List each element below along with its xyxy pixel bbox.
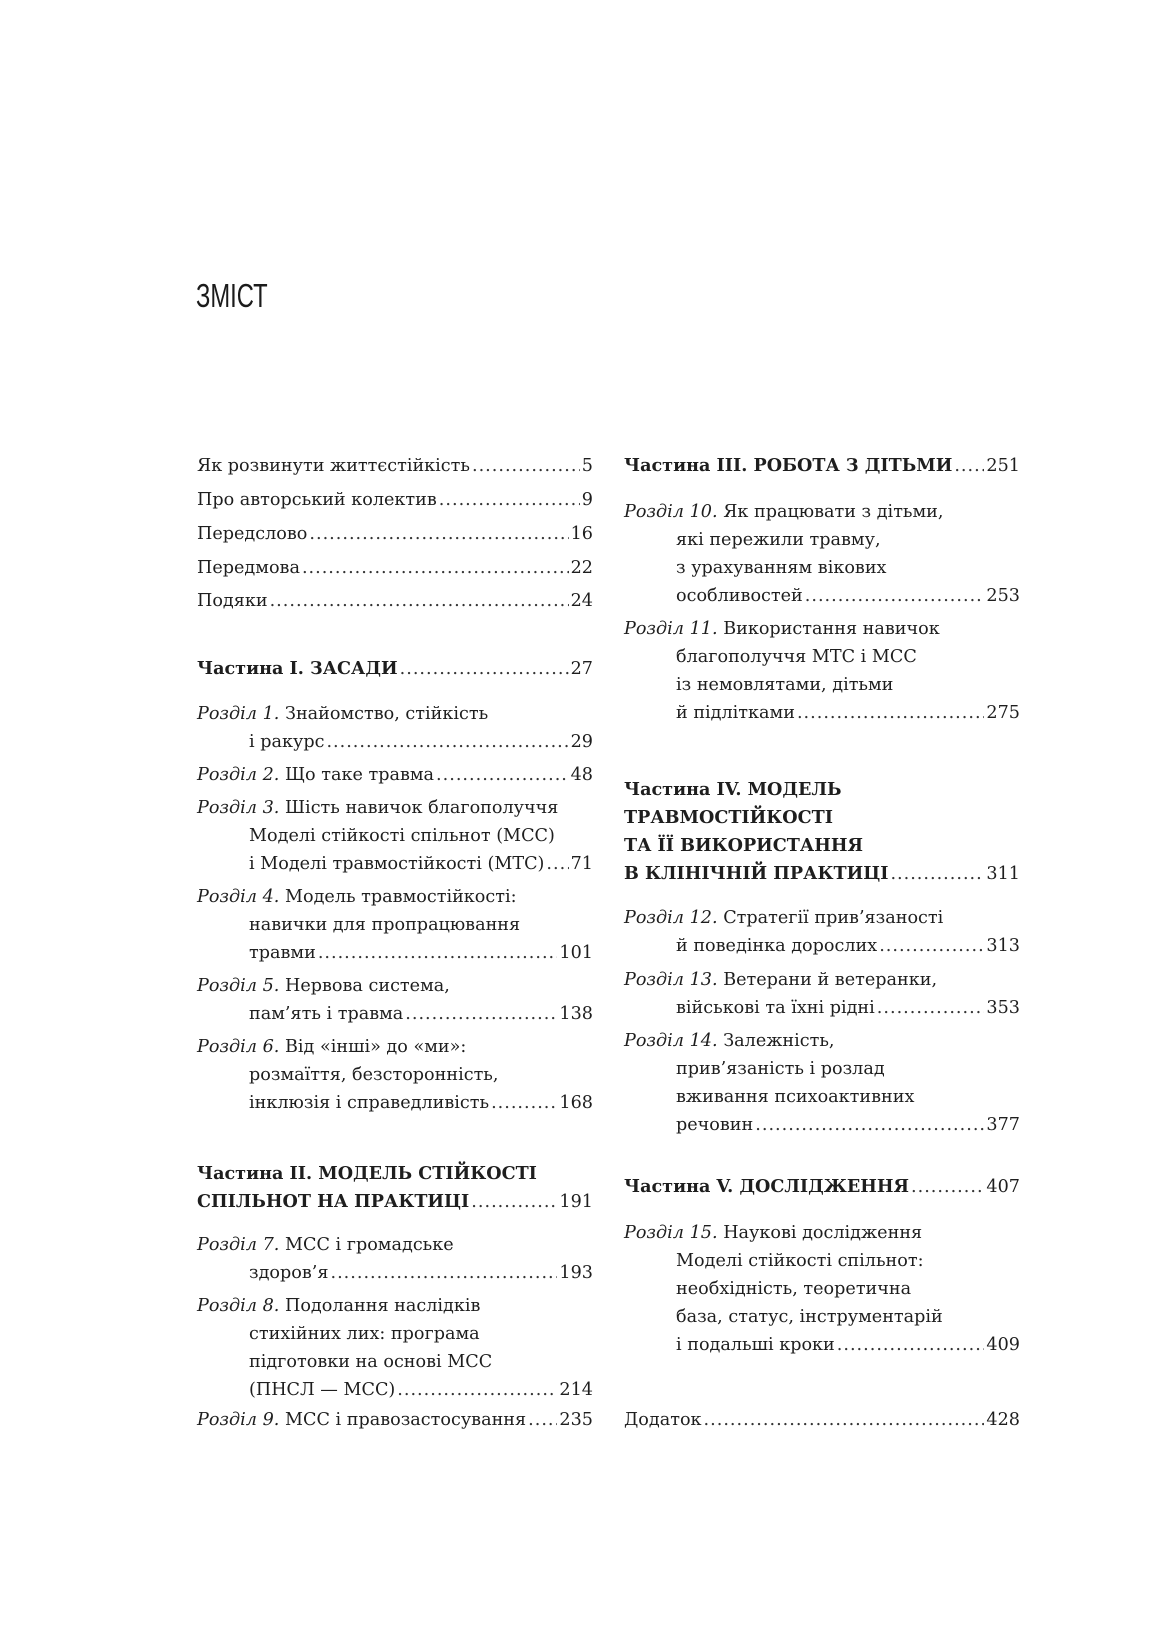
- leader-dots: [755, 1111, 984, 1139]
- chapter-title-line: із немовлятами, дітьми: [676, 675, 894, 695]
- leader-dots: [302, 554, 569, 582]
- leader-dots: [491, 1089, 557, 1117]
- chapter-title-line: і Моделі травмостійкості (МТС): [249, 854, 545, 874]
- chapter-label: Розділ 8.: [197, 1296, 280, 1316]
- chapter-title-line: Стратегії прив’язаності: [723, 908, 944, 928]
- chapter-title-line: і ракурс: [249, 732, 325, 752]
- chapter-title-line: Наукові дослідження: [723, 1223, 923, 1243]
- chapter-title-line: Від «інші» до «ми»:: [284, 1037, 467, 1057]
- toc-chapter-11[interactable]: [624, 615, 1020, 727]
- part-title: Частина IV. МОДЕЛЬ: [624, 779, 842, 800]
- toc-chapter-4[interactable]: [197, 883, 593, 967]
- part-title: ТА ЇЇ ВИКОРИСТАННЯ: [624, 835, 863, 856]
- entry-title: Подяки: [197, 591, 268, 611]
- chapter-label: Розділ 12.: [624, 908, 718, 928]
- chapter-title-line: МСС і громадське: [284, 1235, 454, 1255]
- chapter-label: Розділ 10.: [624, 502, 718, 522]
- leader-dots: [318, 939, 558, 967]
- chapter-title-line: Знайомство, стійкість: [284, 704, 489, 724]
- page-number: 428: [986, 1410, 1020, 1430]
- page-number: 409: [986, 1335, 1020, 1355]
- toc-chapter-3[interactable]: [197, 794, 593, 878]
- chapter-title-line: особливостей: [676, 586, 803, 606]
- toc-part-3[interactable]: [624, 452, 1020, 480]
- leader-dots: [405, 1000, 557, 1028]
- chapter-title-line: необхідність, теоретична: [676, 1279, 912, 1299]
- leader-dots: [397, 1376, 557, 1404]
- page-number: 168: [559, 1093, 593, 1113]
- leader-dots: [439, 486, 580, 514]
- toc-chapter-7[interactable]: [197, 1231, 593, 1287]
- entry-title: Як розвинути життєстійкість: [197, 456, 470, 476]
- leader-dots: [309, 520, 568, 548]
- part-title: Частина І. ЗАСАДИ: [197, 658, 398, 679]
- chapter-title-line: Моделі стійкості спільнот:: [676, 1251, 924, 1271]
- page-number: 377: [986, 1115, 1020, 1135]
- toc-part-4[interactable]: [624, 776, 1020, 888]
- leader-dots: [471, 1188, 557, 1216]
- entry-title: Про авторський колектив: [197, 490, 437, 510]
- chapter-label: Розділ 14.: [624, 1031, 718, 1051]
- leader-dots: [400, 655, 569, 683]
- chapter-title-line: благополуччя МТС і МСС: [676, 647, 917, 667]
- chapter-label: Розділ 6.: [197, 1037, 280, 1057]
- part-title: Частина ІІ. МОДЕЛЬ СТІЙКОСТІ: [197, 1163, 537, 1184]
- entry-title: Передслово: [197, 524, 308, 544]
- chapter-title-line: (ПНСЛ — МСС): [249, 1380, 396, 1400]
- chapter-label: Розділ 4.: [197, 887, 280, 907]
- toc-entry-front-1[interactable]: [197, 452, 593, 480]
- chapter-title-line: травми: [249, 943, 316, 963]
- toc-entry-front-3[interactable]: [197, 520, 593, 548]
- toc-entry-front-5[interactable]: [197, 587, 593, 615]
- chapter-title-line: Моделі стійкості спільнот (МСС): [249, 826, 555, 846]
- entry-title: Додаток: [624, 1410, 702, 1430]
- chapter-title-line: МСС і правозастосування: [284, 1410, 527, 1430]
- chapter-label: Розділ 11.: [624, 619, 718, 639]
- chapter-label: Розділ 13.: [624, 970, 718, 990]
- page-number: 275: [986, 703, 1020, 723]
- chapter-title-line: Що таке травма: [284, 765, 435, 785]
- chapter-title-line: вживання психоактивних: [676, 1087, 915, 1107]
- chapter-label: Розділ 1.: [197, 704, 280, 724]
- leader-dots: [436, 761, 569, 789]
- chapter-title-line: інклюзія і справедливість: [249, 1093, 490, 1113]
- leader-dots: [472, 452, 580, 480]
- chapter-title-line: які пережили травму,: [676, 530, 881, 550]
- chapter-title-line: Використання навичок: [723, 619, 940, 639]
- chapter-title-line: пам’ять і травма: [249, 1004, 404, 1024]
- leader-dots: [890, 860, 984, 888]
- page-number: 71: [570, 854, 593, 874]
- chapter-title-line: стихійних лих: програма: [249, 1324, 480, 1344]
- chapter-title-line: й поведінка дорослих: [676, 936, 878, 956]
- page-number: 16: [570, 524, 593, 544]
- page-number: 235: [559, 1410, 593, 1430]
- page-number: 22: [570, 558, 593, 578]
- toc-entry-front-4[interactable]: [197, 554, 593, 582]
- leader-dots: [797, 699, 984, 727]
- chapter-title-line: речовин: [676, 1115, 754, 1135]
- toc-chapter-14[interactable]: [624, 1027, 1020, 1139]
- chapter-title-line: підготовки на основі МСС: [249, 1352, 493, 1372]
- toc-part-5[interactable]: [624, 1173, 1020, 1201]
- part-title: В КЛІНІЧНІЙ ПРАКТИЦІ: [624, 863, 889, 884]
- page-number: 311: [986, 864, 1020, 884]
- chapter-label: Розділ 15.: [624, 1223, 718, 1243]
- toc-chapter-2[interactable]: [197, 761, 593, 789]
- page-number: 251: [986, 456, 1020, 476]
- toc-chapter-12[interactable]: [624, 904, 1020, 960]
- leader-dots: [954, 452, 984, 480]
- part-title: ТРАВМОСТІЙКОСТІ: [624, 807, 833, 828]
- toc-entry-front-2[interactable]: [197, 486, 593, 514]
- leader-dots: [837, 1331, 985, 1359]
- page-number: 48: [570, 765, 593, 785]
- toc-chapter-15[interactable]: [624, 1219, 1020, 1359]
- page-number: 313: [986, 936, 1020, 956]
- chapter-title-line: й підлітками: [676, 703, 795, 723]
- toc-entry-appendix[interactable]: [624, 1406, 1020, 1434]
- chapter-title-line: прив’язаність і розлад: [676, 1059, 885, 1079]
- leader-dots: [911, 1173, 984, 1201]
- toc-part-2[interactable]: [197, 1160, 593, 1216]
- page-number: 407: [986, 1177, 1020, 1197]
- page-number: 353: [986, 998, 1020, 1018]
- leader-dots: [528, 1406, 557, 1434]
- leader-dots: [330, 1259, 557, 1287]
- toc-chapter-1[interactable]: [197, 700, 593, 756]
- page-number: 29: [570, 732, 593, 752]
- chapter-title-line: Як працювати з дітьми,: [723, 502, 944, 522]
- chapter-title-line: Подолання наслідків: [284, 1296, 481, 1316]
- page-number: 193: [559, 1263, 593, 1283]
- leader-dots: [879, 932, 984, 960]
- leader-dots: [326, 728, 568, 756]
- chapter-label: Розділ 3.: [197, 798, 280, 818]
- toc-chapter-10[interactable]: [624, 498, 1020, 610]
- page-number: 138: [559, 1004, 593, 1024]
- chapter-label: Розділ 2.: [197, 765, 280, 785]
- chapter-title-line: і подальші кроки: [676, 1335, 835, 1355]
- toc-chapter-13[interactable]: [624, 966, 1020, 1022]
- chapter-title-line: Шість навичок благополуччя: [284, 798, 559, 818]
- page-number: 214: [559, 1380, 593, 1400]
- toc-chapter-9[interactable]: [197, 1406, 593, 1434]
- chapter-title-line: з урахуванням вікових: [676, 558, 887, 578]
- part-title: Частина V. ДОСЛІДЖЕННЯ: [624, 1176, 910, 1197]
- leader-dots: [805, 582, 985, 610]
- page-number: 191: [559, 1192, 593, 1212]
- chapter-label: Розділ 5.: [197, 976, 280, 996]
- chapter-title-line: Залежність,: [723, 1031, 835, 1051]
- chapter-title-line: здоров’я: [249, 1263, 329, 1283]
- toc-chapter-5[interactable]: [197, 972, 593, 1028]
- chapter-title-line: військові та їхні рідні: [676, 998, 875, 1018]
- chapter-title-line: розмаїття, безсторонність,: [249, 1065, 499, 1085]
- toc-part-1[interactable]: [197, 655, 593, 683]
- toc-chapter-8[interactable]: [197, 1292, 593, 1404]
- page-number: 253: [986, 586, 1020, 606]
- page-title: ЗМІСТ: [196, 277, 268, 314]
- chapter-label: Розділ 9.: [197, 1410, 280, 1430]
- entry-title: Передмова: [197, 558, 300, 578]
- page-number: 101: [559, 943, 593, 963]
- leader-dots: [546, 850, 568, 878]
- page-number: 27: [570, 659, 593, 679]
- leader-dots: [877, 994, 985, 1022]
- part-title: Частина ІІІ. РОБОТА З ДІТЬМИ: [624, 455, 953, 476]
- chapter-title-line: Нервова система,: [284, 976, 450, 996]
- chapter-title-line: Модель травмостійкості:: [284, 887, 517, 907]
- page-number: 5: [581, 456, 593, 476]
- page-number: 24: [570, 591, 593, 611]
- leader-dots: [704, 1406, 985, 1434]
- chapter-title-line: Ветерани й ветеранки,: [723, 970, 938, 990]
- toc-chapter-6[interactable]: [197, 1033, 593, 1117]
- part-title: СПІЛЬНОТ НА ПРАКТИЦІ: [197, 1191, 470, 1212]
- chapter-title-line: навички для пропрацювання: [249, 915, 521, 935]
- leader-dots: [270, 587, 569, 615]
- page-number: 9: [581, 490, 593, 510]
- chapter-title-line: база, статус, інструментарій: [676, 1307, 943, 1327]
- chapter-label: Розділ 7.: [197, 1235, 280, 1255]
